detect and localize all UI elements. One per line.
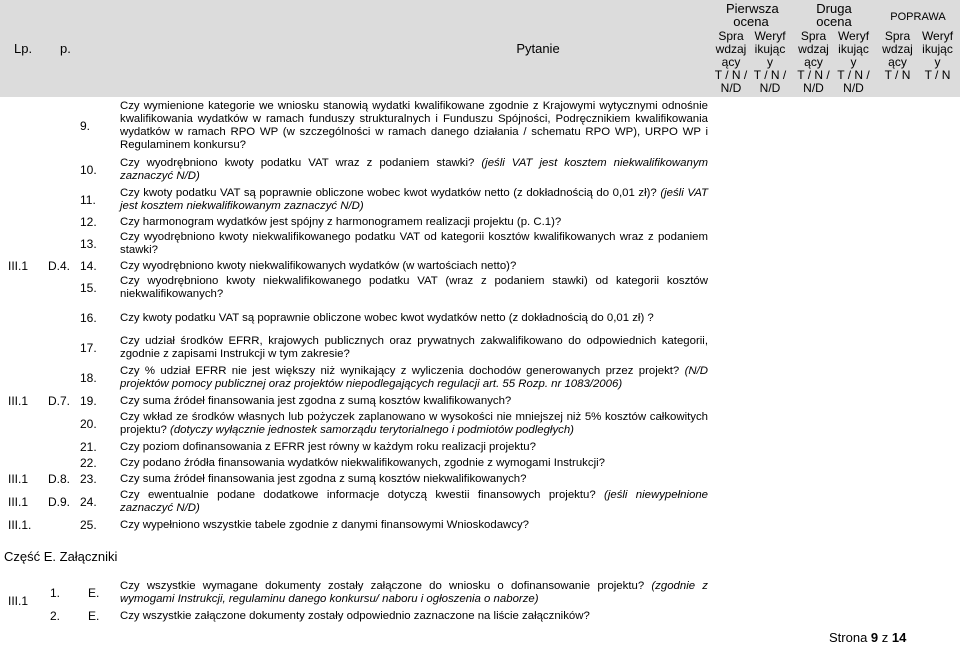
answer-cell[interactable] <box>916 471 960 487</box>
page-number: Strona 9 z 14 <box>829 630 907 645</box>
answer-cell[interactable] <box>750 215 792 229</box>
answer-cell[interactable] <box>832 215 876 229</box>
answer-cell[interactable] <box>710 517 750 533</box>
row-question <box>118 259 710 273</box>
row-section <box>0 439 46 455</box>
question-text: Czy wkład ze środków własnych lub pożyczek zaplanowano w wysokości nie mniejszej niż 5% kosztów całkowitych projektu? <box>120 411 708 436</box>
answer-cell[interactable] <box>876 155 916 185</box>
row-question <box>118 273 710 303</box>
question-text: Czy kwoty podatku VAT są poprawnie obliczone wobec kwot wydatków netto (z dokładnością do 0,01 zł) ? <box>120 311 654 324</box>
answer-cell[interactable] <box>750 471 792 487</box>
answer-cell[interactable] <box>792 273 832 303</box>
first-eval-spraw: Spra wdzaj ący T / N / N/D <box>714 29 748 95</box>
question-row <box>0 333 960 363</box>
answer-cell[interactable] <box>832 409 876 439</box>
answer-cell[interactable] <box>750 185 792 215</box>
answer-cell[interactable] <box>876 608 916 625</box>
question-text: Czy udział środków EFRR, krajowych publicznych oraz prywatnych zakwalifikowano do odpowiednich kategorii, zgodnie z zapisami Instrukcji w tym zakresie? <box>120 335 708 360</box>
question-row <box>0 409 960 439</box>
attachments-table <box>0 578 960 625</box>
answer-cell[interactable] <box>710 215 750 229</box>
answer-cell[interactable] <box>876 517 916 533</box>
answer-cell[interactable] <box>710 455 750 471</box>
row-number: 17. <box>80 340 97 355</box>
answer-cell[interactable] <box>792 471 832 487</box>
answer-cell[interactable] <box>710 487 750 517</box>
row-section: III.1 <box>8 471 29 486</box>
row-part <box>46 215 74 229</box>
row-part <box>46 97 74 155</box>
answer-cell[interactable] <box>792 259 832 273</box>
answer-cell[interactable] <box>876 409 916 439</box>
question-text: Czy wyodrębniono kwoty niekwalifikowanego podatku VAT od kategorii kosztów kwalifikowanych wraz z podaniem stawki? <box>120 231 708 256</box>
row-question <box>118 155 710 185</box>
second-eval-spraw: Spra wdzaj ący T / N / N/D <box>797 29 830 95</box>
correction-title: POPRAWA <box>890 11 946 23</box>
question-note: (N/D projektów pomocy publicznej oraz projektów niepodlegających regulacji art. 55 Rozp. nr 1083/2006) <box>120 365 708 390</box>
question-text: Czy ewentualnie podane dodatkowe informacje dotyczą kwestii finansowych projektu? <box>120 489 605 501</box>
answer-cell[interactable] <box>916 393 960 409</box>
answer-cell[interactable] <box>750 303 792 333</box>
answer-cell[interactable] <box>916 409 960 439</box>
question-note: (jeśli VAT jest kosztem niekwalifikowanym zaznaczyć N/D) <box>120 187 708 212</box>
col-question: Pytanie <box>118 0 710 97</box>
answer-cell[interactable] <box>916 439 960 455</box>
answer-cell[interactable] <box>710 155 750 185</box>
row-question <box>118 517 710 533</box>
row-section <box>0 185 46 215</box>
answer-cell[interactable] <box>832 303 876 333</box>
row-number: 16. <box>80 310 97 325</box>
row-section <box>0 155 46 185</box>
row-number: 25. <box>80 517 97 532</box>
attachment-section: III.1 <box>8 594 29 608</box>
question-text: Czy wymienione kategorie we wniosku stanowią wydatki kwalifikowane zgodnie z Krajowymi wytycznymi odnośnie kwalifikowania wydatków w ramach funduszy strukturalnych i Funduszu Spójności, Podręcznikiem kwalifikowania wydatków w ramach RPO WP (w szczególności w ramach danego działania / schematu RPO WP), URPO WP i Regulaminem konkursu? <box>120 100 708 151</box>
col-lp: Lp. <box>0 0 46 97</box>
answer-cell[interactable] <box>710 333 750 363</box>
second-eval-title: Druga ocena <box>816 1 852 29</box>
question-text: Czy suma źródeł finansowania jest zgodna z sumą kosztów niekwalifikowanych? <box>120 472 527 485</box>
row-question <box>118 393 710 409</box>
row-number: 10. <box>80 162 97 177</box>
answer-cell[interactable] <box>710 393 750 409</box>
attachment-num: 2. <box>50 609 61 623</box>
question-row <box>0 393 960 409</box>
answer-cell[interactable] <box>916 608 960 625</box>
question-row <box>0 229 960 259</box>
question-note: (jeśli VAT jest kosztem niekwalifikowanym zaznaczyć N/D) <box>120 157 708 182</box>
attachment-question: Czy wszystkie wymagane dokumenty zostały załączone do wniosku o dofinansowanie projektu? (zgodnie z wymogami Instrukcji, regulaminu danego konkursu/ naboru i ogłoszenia o naborze) <box>120 580 708 605</box>
answer-cell[interactable] <box>710 259 750 273</box>
row-question <box>118 303 710 333</box>
answer-cell[interactable] <box>710 185 750 215</box>
row-question <box>118 185 710 215</box>
answer-cell[interactable] <box>916 303 960 333</box>
row-number: 23. <box>80 471 97 486</box>
question-text: Czy suma źródeł finansowania jest zgodna z sumą kosztów kwalifikowanych? <box>120 394 512 407</box>
answer-cell[interactable] <box>750 409 792 439</box>
question-row <box>0 439 960 455</box>
row-number: 15. <box>80 280 97 295</box>
answer-cell[interactable] <box>916 487 960 517</box>
attachment-part: E. <box>88 609 100 623</box>
section-label: Część E. Załączniki <box>4 549 118 564</box>
answer-cell[interactable] <box>832 439 876 455</box>
answer-cell[interactable] <box>792 455 832 471</box>
row-number: 21. <box>80 439 97 454</box>
row-question <box>118 455 710 471</box>
row-section <box>0 215 46 229</box>
question-text: Czy wypełniono wszystkie tabele zgodnie z danymi finansowymi Wnioskodawcy? <box>120 518 529 531</box>
row-part: D.8. <box>48 471 71 486</box>
row-part <box>46 455 74 471</box>
answer-cell[interactable] <box>832 578 876 608</box>
answer-cell[interactable] <box>916 273 960 303</box>
row-section: III.1 <box>8 258 29 273</box>
answer-cell[interactable] <box>832 608 876 625</box>
answer-cell[interactable] <box>876 439 916 455</box>
row-number: 13. <box>80 236 97 251</box>
attachment-question: Czy wszystkie załączone dokumenty zostały odpowiednio zaznaczone na liście załączników? <box>120 610 590 622</box>
answer-cell[interactable] <box>916 155 960 185</box>
answer-cell[interactable] <box>710 229 750 259</box>
question-row <box>0 455 960 471</box>
header-first-eval <box>710 0 792 97</box>
row-section <box>0 409 46 439</box>
answer-cell[interactable] <box>750 517 792 533</box>
question-text: Czy podano źródła finansowania wydatków niekwalifikowanych, zgodnie z wymogami Instrukcji? <box>120 456 605 469</box>
row-section <box>0 97 46 155</box>
answer-cell[interactable] <box>876 273 916 303</box>
row-question <box>118 215 710 229</box>
question-text: Czy kwoty podatku VAT są poprawnie obliczone wobec kwot wydatków netto (z dokładnością do 0,01 zł)? <box>120 187 661 199</box>
answer-cell[interactable] <box>832 97 876 155</box>
second-eval-weryf: Weryf ikując y T / N / N/D <box>837 29 870 95</box>
row-question <box>118 471 710 487</box>
answer-cell[interactable] <box>792 303 832 333</box>
header-second-eval <box>792 0 876 97</box>
answer-cell[interactable] <box>750 333 792 363</box>
answer-cell[interactable] <box>792 215 832 229</box>
row-number: 12. <box>80 214 97 229</box>
answer-cell[interactable] <box>750 487 792 517</box>
answer-cell[interactable] <box>750 363 792 393</box>
answer-cell[interactable] <box>750 578 792 608</box>
row-section: III.1 <box>8 393 29 408</box>
answer-cell[interactable] <box>750 97 792 155</box>
question-row <box>0 259 960 273</box>
question-row <box>0 185 960 215</box>
answer-cell[interactable] <box>792 97 832 155</box>
table-header <box>0 0 960 97</box>
row-part: D.7. <box>48 393 71 408</box>
question-row <box>0 97 960 155</box>
answer-cell[interactable] <box>876 363 916 393</box>
question-text: Czy poziom dofinansowania z EFRR jest równy w każdym roku realizacji projektu? <box>120 440 536 453</box>
first-eval-title: Pierwsza ocena <box>726 1 779 29</box>
row-number: 9. <box>80 118 91 133</box>
row-number: 20. <box>80 416 97 431</box>
question-text: Czy % udział EFRR nie jest większy niż wynikający z wyliczenia dochodów generowanych przez projekt? <box>120 365 685 377</box>
correction-spraw: Spra wdzaj ący T / N <box>882 29 913 82</box>
answer-cell[interactable] <box>916 215 960 229</box>
answer-cell[interactable] <box>832 363 876 393</box>
row-part <box>46 303 74 333</box>
answer-cell[interactable] <box>750 439 792 455</box>
row-section <box>0 303 46 333</box>
answer-cell[interactable] <box>750 608 792 625</box>
row-section <box>0 273 46 303</box>
answer-cell[interactable] <box>750 393 792 409</box>
row-section: III.1 <box>8 494 29 509</box>
row-number: 11. <box>80 192 96 207</box>
row-question <box>118 409 710 439</box>
correction-weryf: Weryf ikując y T / N <box>921 29 954 82</box>
answer-cell[interactable] <box>832 517 876 533</box>
answer-cell[interactable] <box>876 471 916 487</box>
answer-cell[interactable] <box>916 517 960 533</box>
question-row <box>0 517 960 533</box>
answer-cell[interactable] <box>710 608 750 625</box>
answer-cell[interactable] <box>792 409 832 439</box>
answer-cell[interactable] <box>832 273 876 303</box>
question-note: (dotyczy wyłącznie jednostek samorządu terytorialnego i podmiotów podległych) <box>170 424 574 436</box>
row-part <box>46 363 74 393</box>
col-p: p. <box>46 0 118 97</box>
answer-cell[interactable] <box>876 455 916 471</box>
answer-cell[interactable] <box>710 273 750 303</box>
question-row <box>0 471 960 487</box>
question-row <box>0 273 960 303</box>
answer-cell[interactable] <box>710 303 750 333</box>
answer-cell[interactable] <box>876 393 916 409</box>
row-question <box>118 97 710 155</box>
answer-cell[interactable] <box>876 333 916 363</box>
answer-cell[interactable] <box>916 259 960 273</box>
answer-cell[interactable] <box>750 455 792 471</box>
row-number: 14. <box>80 258 97 273</box>
attachment-row <box>0 578 960 608</box>
question-text: Czy wyodrębniono kwoty niekwalifikowanego podatku VAT (wraz z podaniem stawki) od kategorii kosztów niekwalifikowanych? <box>120 275 708 300</box>
row-section <box>0 455 46 471</box>
answer-cell[interactable] <box>792 333 832 363</box>
answer-cell[interactable] <box>916 333 960 363</box>
answer-cell[interactable] <box>832 229 876 259</box>
row-part <box>46 273 74 303</box>
row-number: 18. <box>80 370 97 385</box>
row-question <box>118 333 710 363</box>
answer-cell[interactable] <box>832 155 876 185</box>
answer-cell[interactable] <box>916 455 960 471</box>
answer-cell[interactable] <box>710 578 750 608</box>
first-eval-weryf: Weryf ikując y T / N / N/D <box>753 29 787 95</box>
question-row <box>0 487 960 517</box>
row-part <box>46 409 74 439</box>
row-part: D.4. <box>48 258 71 273</box>
answer-cell[interactable] <box>916 229 960 259</box>
answer-cell[interactable] <box>792 517 832 533</box>
question-text: Czy wyodrębniono kwoty niekwalifikowanych wydatków (w wartościach netto)? <box>120 259 517 272</box>
question-row <box>0 303 960 333</box>
row-question <box>118 439 710 455</box>
row-part <box>46 155 74 185</box>
answer-cell[interactable] <box>876 303 916 333</box>
answer-cell[interactable] <box>792 185 832 215</box>
answer-cell[interactable] <box>710 409 750 439</box>
answer-cell[interactable] <box>792 229 832 259</box>
verification-table <box>0 0 960 97</box>
answer-cell[interactable] <box>916 363 960 393</box>
answer-cell[interactable] <box>876 185 916 215</box>
answer-cell[interactable] <box>832 487 876 517</box>
answer-cell[interactable] <box>832 471 876 487</box>
answer-cell[interactable] <box>832 333 876 363</box>
answer-cell[interactable] <box>832 455 876 471</box>
attachment-part: E. <box>88 585 100 600</box>
question-row <box>0 155 960 185</box>
answer-cell[interactable] <box>750 155 792 185</box>
answer-cell[interactable] <box>750 229 792 259</box>
answer-cell[interactable] <box>750 259 792 273</box>
attachment-num: 1. <box>50 585 61 600</box>
answer-cell[interactable] <box>876 215 916 229</box>
answer-cell[interactable] <box>792 608 832 625</box>
row-number: 22. <box>80 455 97 470</box>
row-question <box>118 487 710 517</box>
answer-cell[interactable] <box>792 363 832 393</box>
row-part: D.9. <box>48 494 71 509</box>
answer-cell[interactable] <box>710 439 750 455</box>
question-row <box>0 363 960 393</box>
answer-cell[interactable] <box>710 363 750 393</box>
question-rows <box>0 97 960 533</box>
answer-cell[interactable] <box>876 487 916 517</box>
answer-cell[interactable] <box>792 578 832 608</box>
answer-cell[interactable] <box>916 185 960 215</box>
row-number: 19. <box>80 393 97 408</box>
row-question <box>118 363 710 393</box>
answer-cell[interactable] <box>710 97 750 155</box>
answer-cell[interactable] <box>750 273 792 303</box>
answer-cell[interactable] <box>876 259 916 273</box>
row-question <box>118 229 710 259</box>
row-part <box>46 517 74 533</box>
row-section <box>0 363 46 393</box>
answer-cell[interactable] <box>916 97 960 155</box>
answer-cell[interactable] <box>876 578 916 608</box>
row-section <box>0 229 46 259</box>
answer-cell[interactable] <box>876 229 916 259</box>
answer-cell[interactable] <box>792 439 832 455</box>
answer-cell[interactable] <box>832 393 876 409</box>
question-note: (jeśli niewypełnione zaznaczyć N/D) <box>120 489 708 514</box>
answer-cell[interactable] <box>710 471 750 487</box>
answer-cell[interactable] <box>792 393 832 409</box>
row-section <box>0 333 46 363</box>
answer-cell[interactable] <box>876 97 916 155</box>
question-text: Czy wyodrębniono kwoty podatku VAT wraz z podaniem stawki? <box>120 157 482 169</box>
header-correction <box>876 0 960 97</box>
attachment-row <box>0 608 960 625</box>
answer-cell[interactable] <box>832 259 876 273</box>
row-section: III.1. <box>8 517 32 532</box>
row-part <box>46 185 74 215</box>
answer-cell[interactable] <box>832 185 876 215</box>
row-part <box>46 333 74 363</box>
row-number: 24. <box>80 494 97 509</box>
row-part <box>46 439 74 455</box>
answer-cell[interactable] <box>916 578 960 608</box>
row-part <box>46 229 74 259</box>
question-text: Czy harmonogram wydatków jest spójny z harmonogramem realizacji projektu (p. C.1)? <box>120 215 562 228</box>
answer-cell[interactable] <box>792 487 832 517</box>
answer-cell[interactable] <box>792 155 832 185</box>
question-row <box>0 215 960 229</box>
